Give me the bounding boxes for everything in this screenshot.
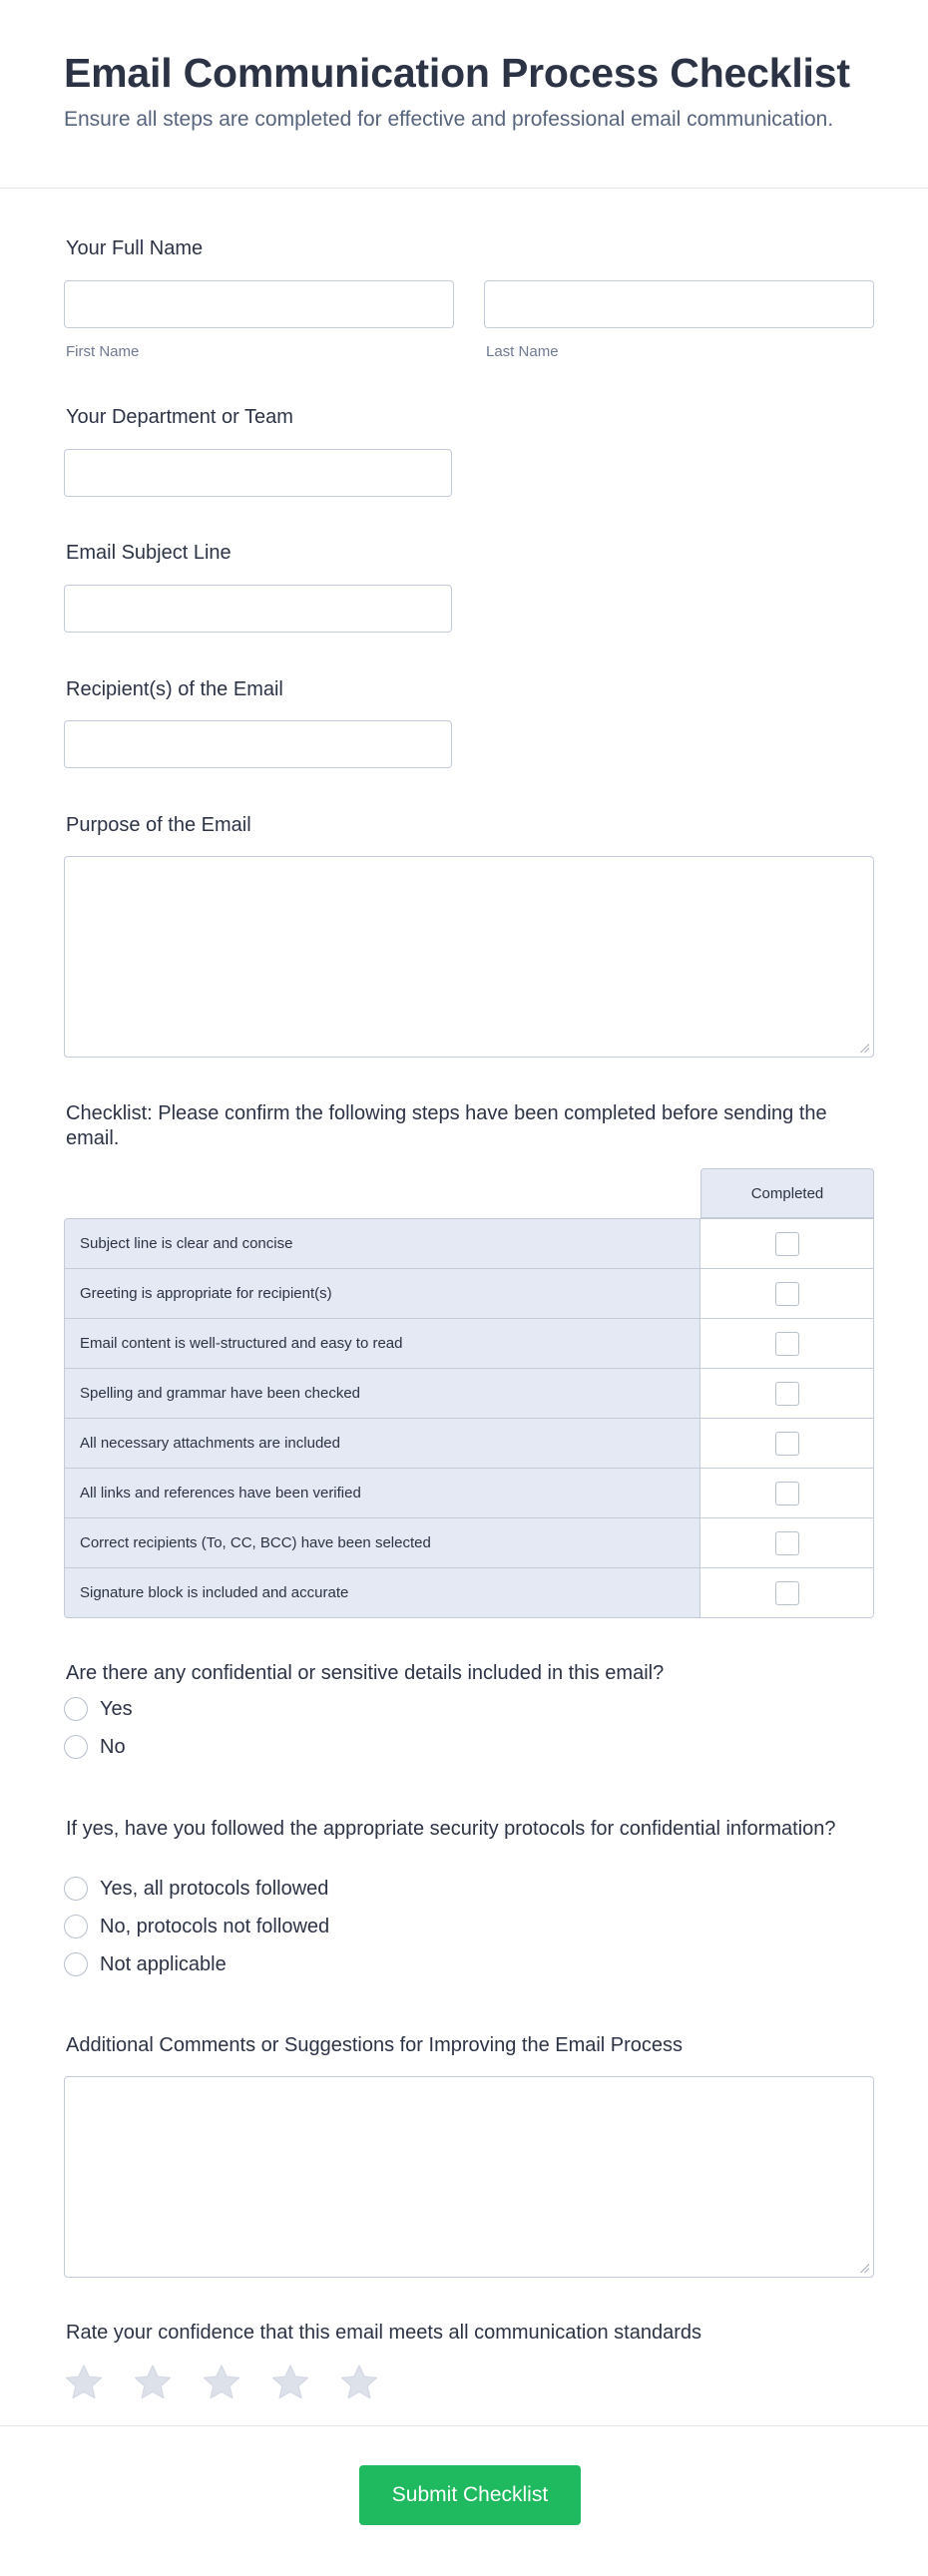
radio-label: No, protocols not followed: [100, 1915, 330, 1937]
completed-checkbox[interactable]: [775, 1332, 799, 1356]
star-rating: [64, 2362, 408, 2402]
last-name-input[interactable]: [484, 280, 874, 328]
completed-checkbox[interactable]: [775, 1232, 799, 1256]
comments-label: Additional Comments or Suggestions for Improving the Email Process: [66, 2034, 684, 2056]
matrix-cell: [700, 1369, 873, 1418]
radio-option[interactable]: [64, 1697, 133, 1721]
fullname-label: Your Full Name: [66, 237, 204, 259]
matrix-row-label: Signature block is included and accurate: [65, 1568, 700, 1617]
completed-checkbox[interactable]: [775, 1531, 799, 1555]
department-input[interactable]: [64, 449, 452, 497]
radio-option[interactable]: [64, 1915, 329, 1938]
resize-handle-icon[interactable]: [860, 2264, 869, 2273]
purpose-textarea[interactable]: [64, 856, 874, 1058]
resize-handle-icon[interactable]: [860, 1044, 869, 1053]
star-icon[interactable]: [270, 2362, 310, 2402]
radio-button[interactable]: [64, 1877, 88, 1901]
matrix-row: [65, 1468, 873, 1517]
subject-label: Email Subject Line: [66, 542, 232, 564]
matrix-cell: [700, 1469, 873, 1517]
form-header: [0, 0, 928, 189]
matrix-cell: [700, 1269, 873, 1318]
radio-button[interactable]: [64, 1915, 88, 1938]
rating-label: Rate your confidence that this email meets all communication standards: [66, 2322, 701, 2344]
star-icon[interactable]: [202, 2362, 241, 2402]
matrix-row: [65, 1219, 873, 1268]
radio-label: Yes: [100, 1697, 133, 1720]
recipients-label: Recipient(s) of the Email: [66, 678, 283, 700]
matrix-cell: [700, 1319, 873, 1368]
matrix-row: [65, 1517, 873, 1567]
star-icon[interactable]: [339, 2362, 379, 2402]
matrix-row-label: All necessary attachments are included: [65, 1419, 700, 1468]
form-subtitle: Ensure all steps are completed for effective and professional email communication.: [64, 108, 834, 131]
matrix-row: [65, 1318, 873, 1368]
completed-checkbox[interactable]: [775, 1382, 799, 1406]
star-icon[interactable]: [64, 2362, 104, 2402]
matrix-cell: [700, 1568, 873, 1617]
matrix-row-label: Correct recipients (To, CC, BCC) have been selected: [65, 1518, 700, 1567]
radio-button[interactable]: [64, 1735, 88, 1759]
radio-button[interactable]: [64, 1697, 88, 1721]
matrix-cell: [700, 1419, 873, 1468]
completed-checkbox[interactable]: [775, 1581, 799, 1605]
completed-checkbox[interactable]: [775, 1432, 799, 1456]
matrix-row: [65, 1368, 873, 1418]
star-icon[interactable]: [133, 2362, 173, 2402]
completed-checkbox[interactable]: [775, 1282, 799, 1306]
submit-button[interactable]: Submit Checklist: [359, 2465, 581, 2525]
protocols-question: If yes, have you followed the appropriate security protocols for confidential information?: [66, 1818, 836, 1840]
radio-option[interactable]: [64, 1952, 227, 1976]
completed-checkbox[interactable]: [775, 1482, 799, 1505]
matrix-row-label: Email content is well-structured and easy to read: [65, 1319, 700, 1368]
confidential-question: Are there any confidential or sensitive details included in this email?: [66, 1662, 665, 1684]
first-name-input[interactable]: [64, 280, 454, 328]
radio-label: Yes, all protocols followed: [100, 1877, 329, 1900]
matrix-cell: [700, 1518, 873, 1567]
recipients-input[interactable]: [64, 720, 452, 768]
radio-option[interactable]: [64, 1877, 328, 1901]
department-label: Your Department or Team: [66, 406, 293, 428]
matrix-row-label: All links and references have been verified: [65, 1469, 700, 1517]
matrix-row: [65, 1268, 873, 1318]
matrix-row: [65, 1418, 873, 1468]
checklist-matrix: [64, 1218, 874, 1618]
matrix-row-label: Subject line is clear and concise: [65, 1219, 700, 1268]
matrix-row: [65, 1567, 873, 1617]
first-name-sublabel: First Name: [66, 343, 140, 360]
radio-label: No: [100, 1735, 126, 1758]
matrix-column-header: Completed: [700, 1168, 874, 1218]
subject-input[interactable]: [64, 585, 452, 633]
matrix-row-label: Greeting is appropriate for recipient(s): [65, 1269, 700, 1318]
matrix-row-label: Spelling and grammar have been checked: [65, 1369, 700, 1418]
last-name-sublabel: Last Name: [486, 343, 559, 360]
purpose-label: Purpose of the Email: [66, 814, 251, 836]
radio-label: Not applicable: [100, 1952, 227, 1975]
form-title: Email Communication Process Checklist: [64, 50, 850, 96]
matrix-cell: [700, 1219, 873, 1268]
comments-textarea[interactable]: [64, 2076, 874, 2278]
radio-button[interactable]: [64, 1952, 88, 1976]
checklist-title: Checklist: Please confirm the following steps have been completed before sending the email.: [66, 1102, 827, 1149]
radio-option[interactable]: [64, 1735, 126, 1759]
